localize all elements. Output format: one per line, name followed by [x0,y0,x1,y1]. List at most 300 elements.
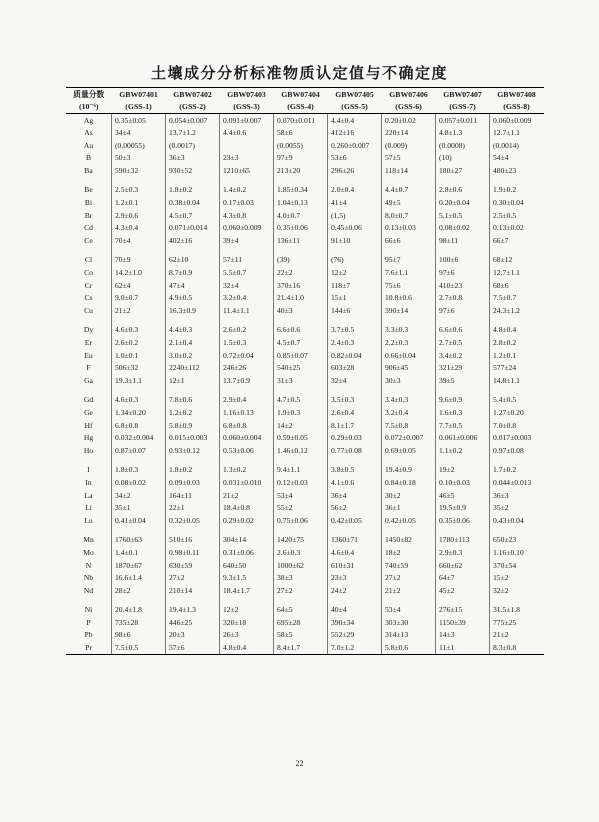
spacer-cell [382,457,436,464]
value-cell: 412±16 [328,127,382,140]
value-cell: 8.1±1.7 [328,419,382,432]
value-cell: 22±2 [274,267,328,280]
element-symbol: Au [83,140,94,150]
element-symbol: Mo [83,547,94,557]
value-cell: 40±3 [274,304,328,317]
table-row [66,164,544,177]
table-row [66,489,544,502]
value-cell: 304±14 [220,534,274,547]
value-cell: 118±14 [382,164,436,177]
value-cell: 0.35±0.06 [274,222,328,235]
value-cell: 10.8±0.6 [382,292,436,305]
value-cell: 1760±63 [112,534,166,547]
value-cell: 7.5±0.7 [490,292,544,305]
value-cell: 4.5±0.7 [166,209,220,222]
element-symbol: Be [84,185,93,195]
value-cell: 1.5±0.3 [220,337,274,350]
value-cell: 36±1 [382,502,436,515]
value-cell: 15±2 [490,572,544,585]
header-code: GBW07406 [382,88,436,102]
table-row [66,184,544,197]
value-cell: (1.5) [328,209,382,222]
value-cell: 314±13 [382,629,436,642]
value-cell: 31.5±1.8 [490,604,544,617]
value-cell: 1000±62 [274,559,328,572]
element-symbol: N [85,560,92,570]
value-cell: 11.4±1.1 [220,304,274,317]
spacer-cell [328,177,382,184]
value-cell: 0.260±0.007 [328,139,382,152]
value-cell: 18±2 [382,546,436,559]
value-cell: 13.7±1.2 [166,127,220,140]
table-row [66,604,544,617]
value-cell: 7.7±0.5 [436,419,490,432]
element-symbol: Cs [84,293,93,303]
group-spacer [66,177,544,184]
value-cell: 1360±71 [328,534,382,547]
value-cell: 402±16 [166,234,220,247]
spacer-cell [274,387,328,394]
spacer-cell [166,597,220,604]
header-sample-name: (GSS-6) [382,101,436,114]
element-symbol: Cd [84,223,93,233]
value-cell: 27±2 [382,572,436,585]
table-row [66,254,544,267]
element-symbol: Ga [84,375,93,385]
value-cell: (0.0055) [274,139,328,152]
value-cell: 0.84±0.18 [382,476,436,489]
spacer-cell [112,527,166,534]
value-cell: 11±1 [436,642,490,655]
value-cell: 0.45±0.06 [328,222,382,235]
value-cell: 390±14 [382,304,436,317]
value-cell: 5.8±0.6 [382,642,436,655]
value-cell: 0.77±0.08 [328,444,382,457]
value-cell: 1.4±0.1 [112,546,166,559]
value-cell: 4.7±0.5 [274,394,328,407]
value-cell: 18.4±1.7 [220,584,274,597]
value-cell: 603±28 [328,362,382,375]
table-row [66,222,544,235]
header-sample-name: (GSS-3) [220,101,274,114]
value-cell: 0.13±0.03 [382,222,436,235]
value-cell: 0.060±0.009 [490,114,544,127]
value-cell: (39) [274,254,328,267]
value-cell: 0.017±0.003 [490,432,544,445]
element-symbol: P [86,617,91,627]
value-cell: 4.6±0.3 [112,394,166,407]
spacer-cell [166,387,220,394]
value-cell: 1.16±0.13 [220,406,274,419]
value-cell: 370±16 [274,279,328,292]
value-cell: 0.13±0.02 [490,222,544,235]
value-cell: 303±30 [382,616,436,629]
value-cell: 54±4 [490,152,544,165]
value-cell: 630±59 [166,559,220,572]
table-row [66,572,544,585]
spacer-cell [220,457,274,464]
table-body [66,114,544,655]
value-cell: 7.6±1.1 [382,267,436,280]
value-cell: 62±10 [166,254,220,267]
value-cell: 14.8±1.1 [490,374,544,387]
spacer-cell [220,387,274,394]
value-cell: (10) [436,152,490,165]
group-spacer [66,247,544,254]
spacer-cell [382,527,436,534]
element-symbol: F [86,363,91,373]
value-cell: 53±4 [382,604,436,617]
spacer-cell [436,177,490,184]
value-cell: 0.12±0.03 [274,476,328,489]
element-symbol: Ge [84,407,93,417]
table-header [66,88,544,114]
spacer-cell [220,317,274,324]
value-cell: 26±3 [220,629,274,642]
element-symbol: Pr [66,642,112,655]
spacer-cell [490,387,544,394]
spacer-cell [490,527,544,534]
value-cell: 4.8±1.3 [436,127,490,140]
value-cell: 2.1±0.4 [166,337,220,350]
spacer-cell [328,387,382,394]
value-cell: 2.4±0.3 [328,337,382,350]
value-cell: 0.070±0.011 [274,114,328,127]
spacer-cell [328,247,382,254]
value-cell: 19.5±0.9 [436,502,490,515]
table-row [66,152,544,165]
spacer-cell [166,457,220,464]
value-cell: 1.04±0.13 [274,197,328,210]
value-cell: 4.8±0.4 [220,642,274,655]
value-cell: 50±3 [112,152,166,165]
value-cell: 2.5±0.3 [112,184,166,197]
element-symbol: Bi [84,198,93,208]
value-cell: 276±15 [436,604,490,617]
element-symbol: Hg [83,433,94,443]
value-cell: 0.08±0.02 [436,222,490,235]
value-cell: (0.0014) [490,139,544,152]
table-row [66,629,544,642]
value-cell: 660±62 [436,559,490,572]
value-cell: 3.2±0.4 [382,406,436,419]
value-cell: 0.071±0.014 [166,222,220,235]
value-cell: 0.93±0.12 [166,444,220,457]
spacer-cell [66,247,112,254]
element-symbol: Pb [84,630,93,640]
value-cell: 1.8±0.2 [166,184,220,197]
element-symbol: Hf [84,420,93,430]
value-cell: 213±20 [274,164,328,177]
table-row [66,642,544,655]
group-spacer [66,527,544,534]
value-cell: 1.2±0.2 [166,406,220,419]
value-cell: 19.3±1.1 [112,374,166,387]
value-cell: 2.6±0.3 [274,546,328,559]
value-cell: 1.34±0.20 [112,406,166,419]
value-cell: 540±25 [274,362,328,375]
value-cell: 410±23 [436,279,490,292]
value-cell: 39±4 [220,234,274,247]
value-cell: 118±7 [328,279,382,292]
value-cell: 5.8±0.9 [166,419,220,432]
value-cell: 1.2±0.1 [112,197,166,210]
value-cell: 1420±75 [274,534,328,547]
table-row [66,419,544,432]
value-cell: 97±6 [436,304,490,317]
value-cell: 1.8±0.3 [112,464,166,477]
data-table [66,87,544,655]
value-cell: 6.8±0.8 [220,419,274,432]
value-cell: 0.32±0.05 [166,514,220,527]
spacer-cell [66,597,112,604]
element-symbol: As [84,128,93,138]
element-symbol: Ag [83,115,94,125]
page-number: 22 [295,759,304,768]
table-row [66,444,544,457]
value-cell: 3.4±0.2 [436,349,490,362]
value-cell: 40±4 [328,604,382,617]
value-cell: 68±6 [490,279,544,292]
value-cell: 21±2 [112,304,166,317]
value-cell: 1.8±0.2 [166,464,220,477]
spacer-cell [274,177,328,184]
value-cell: 34±4 [112,127,166,140]
value-cell: 1.4±0.2 [220,184,274,197]
value-cell: 45±2 [436,584,490,597]
value-cell: 0.057±0.011 [436,114,490,127]
value-cell: 2.6±0.2 [112,337,166,350]
value-cell: 97±9 [274,152,328,165]
value-cell: 64±5 [274,604,328,617]
value-cell: 1.9±0.2 [490,184,544,197]
value-cell: 12±2 [328,267,382,280]
table-row [66,209,544,222]
value-cell: 32±4 [220,279,274,292]
value-cell: 36±3 [166,152,220,165]
value-cell: 32±4 [328,374,382,387]
group-spacer [66,457,544,464]
table-row [66,394,544,407]
header-label: 质量分数 [66,88,112,102]
value-cell: 5.5±0.7 [220,267,274,280]
value-cell: 0.091±0.007 [220,114,274,127]
value-cell: 2.9±0.6 [112,209,166,222]
table-row [66,476,544,489]
value-cell: 246±26 [220,362,274,375]
header-code: GBW07402 [166,88,220,102]
value-cell: 1.16±0.10 [490,546,544,559]
value-cell: 0.032±0.004 [112,432,166,445]
value-cell: 4.4±0.4 [328,114,382,127]
element-symbol: Dy [83,325,94,335]
value-cell: 370±54 [490,559,544,572]
spacer-cell [382,177,436,184]
value-cell: 0.69±0.05 [382,444,436,457]
value-cell: 0.75±0.06 [274,514,328,527]
table-row [66,292,544,305]
spacer-cell [220,177,274,184]
header-sample-name: (GSS-2) [166,101,220,114]
table-row [66,127,544,140]
value-cell: 0.060±0.004 [220,432,274,445]
value-cell: 0.42±0.05 [382,514,436,527]
spacer-cell [274,247,328,254]
value-cell: 75±6 [382,279,436,292]
header-sample-name: (GSS-4) [274,101,328,114]
value-cell: 39±5 [436,374,490,387]
table-row [66,304,544,317]
spacer-cell [220,247,274,254]
element-symbol: Cl [84,255,93,265]
value-cell: 66±7 [490,234,544,247]
table-row [66,197,544,210]
element-symbol: Mn [83,535,94,545]
value-cell: 0.53±0.06 [220,444,274,457]
value-cell: 4.0±0.7 [274,209,328,222]
spacer-cell [328,457,382,464]
value-cell: 930±52 [166,164,220,177]
element-symbol: Nb [83,573,94,583]
table-row [66,114,544,127]
value-cell: 0.20±0.04 [436,197,490,210]
value-cell: 0.061±0.006 [436,432,490,445]
value-cell: 14.2±1.0 [112,267,166,280]
spacer-cell [112,387,166,394]
value-cell: 38±3 [274,572,328,585]
value-cell: 1.46±0.12 [274,444,328,457]
value-cell: 0.35±0.05 [112,114,166,127]
value-cell: 30±3 [382,374,436,387]
header-code: GBW07407 [436,88,490,102]
value-cell: 21±2 [490,629,544,642]
value-cell: 1210±65 [220,164,274,177]
header-code: GBW07405 [328,88,382,102]
element-symbol: La [84,490,93,500]
value-cell: 9.6±0.9 [436,394,490,407]
value-cell: 95±7 [382,254,436,267]
element-symbol: Nd [83,585,94,595]
table-row [66,406,544,419]
spacer-cell [436,387,490,394]
header-sample-name: (GSS-7) [436,101,490,114]
value-cell: 0.031±0.010 [220,476,274,489]
value-cell: 58±5 [274,629,328,642]
spacer-cell [490,247,544,254]
spacer-cell [112,177,166,184]
value-cell: 2.8±0.6 [436,184,490,197]
value-cell: 2.0±0.4 [328,184,382,197]
table-row [66,546,544,559]
element-symbol: Lu [84,515,93,525]
spacer-cell [382,247,436,254]
value-cell: 0.31±0.06 [220,546,274,559]
value-cell: 3.3±0.3 [382,324,436,337]
element-symbol: In [85,477,92,487]
value-cell: 28±2 [112,584,166,597]
header-code: GBW07404 [274,88,328,102]
spacer-cell [436,317,490,324]
value-cell: 19.4±0.9 [382,464,436,477]
table-row [66,324,544,337]
value-cell: 3.7±0.5 [328,324,382,337]
spacer-cell [436,457,490,464]
value-cell: 0.10±0.03 [436,476,490,489]
value-cell: 23±3 [328,572,382,585]
value-cell: 1.3±0.2 [220,464,274,477]
value-cell: 0.38±0.04 [166,197,220,210]
value-cell: 21.4±1.0 [274,292,328,305]
header-unit: (10⁻⁶) [66,101,112,114]
value-cell: 66±6 [382,234,436,247]
value-cell: 4.6±0.3 [112,324,166,337]
spacer-cell [382,317,436,324]
element-symbol: Li [85,503,92,513]
value-cell: 31±3 [274,374,328,387]
spacer-cell [166,527,220,534]
value-cell: 4.4±0.3 [166,324,220,337]
value-cell: 68±12 [490,254,544,267]
value-cell: 5.4±0.5 [490,394,544,407]
spacer-cell [490,317,544,324]
spacer-cell [166,247,220,254]
value-cell: 3.8±0.5 [328,464,382,477]
value-cell: 0.09±0.03 [166,476,220,489]
value-cell: 41±4 [328,197,382,210]
value-cell: 446±25 [166,616,220,629]
header-sample-name: (GSS-5) [328,101,382,114]
value-cell: 2.6±0.4 [328,406,382,419]
value-cell: 3.5±0.3 [328,394,382,407]
group-spacer [66,317,544,324]
header-code: GBW07403 [220,88,274,102]
table-row [66,514,544,527]
value-cell: 1.2±0.1 [490,349,544,362]
value-cell: 1450±82 [382,534,436,547]
value-cell: 19±2 [436,464,490,477]
value-cell: (76) [328,254,382,267]
element-symbol: Gd [83,395,94,405]
value-cell: 1.7±0.2 [490,464,544,477]
value-cell: 3.4±0.3 [382,394,436,407]
value-cell: 57±5 [382,152,436,165]
value-cell: 0.42±0.05 [328,514,382,527]
table-row [66,464,544,477]
value-cell: 3.2±0.4 [220,292,274,305]
table-row [66,349,544,362]
value-cell: 100±6 [436,254,490,267]
value-cell: 18.4±0.8 [220,502,274,515]
spacer-cell [328,527,382,534]
value-cell: 510±16 [166,534,220,547]
spacer-cell [112,457,166,464]
value-cell: 4.9±0.5 [166,292,220,305]
value-cell: 4.3±0.4 [112,222,166,235]
value-cell: 0.87±0.07 [112,444,166,457]
value-cell: 58±6 [274,127,328,140]
value-cell: 0.97±0.08 [490,444,544,457]
value-cell: 14±2 [274,419,328,432]
table-row [66,139,544,152]
value-cell: 57±11 [220,254,274,267]
value-cell: 70±4 [112,234,166,247]
value-cell: 35±1 [112,502,166,515]
spacer-cell [112,247,166,254]
value-cell: 2.9±0.3 [436,546,490,559]
element-symbol: Ce [84,235,93,245]
value-cell: 1.27±0.20 [490,406,544,419]
value-cell: 0.72±0.04 [220,349,274,362]
